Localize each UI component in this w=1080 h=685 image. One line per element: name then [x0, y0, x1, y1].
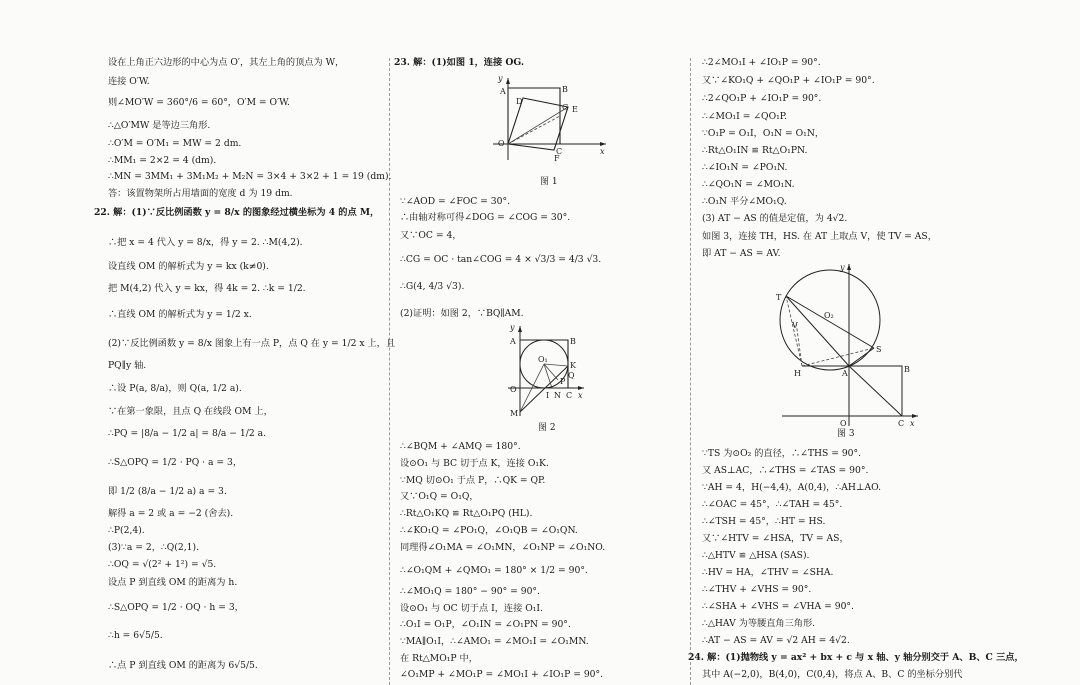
text-line: 把 M(4,2) 代入 y = kx，得 4k = 2. ∴k = 1/2.	[108, 283, 306, 294]
svg-text:C: C	[566, 391, 573, 400]
text-line: ∴P(2,4).	[108, 525, 145, 536]
svg-text:B: B	[904, 365, 910, 374]
text-line: ∴MM₁ = 2×2 = 4 (dm).	[108, 155, 217, 166]
text-line: ∴Rt△O₁KQ ≌ Rt△O₁PQ (HL).	[400, 508, 533, 519]
svg-text:O₂: O₂	[824, 311, 834, 320]
text-line: ∴OQ = √(2² + 1²) = √5.	[108, 559, 217, 570]
text-line: 设⊙O₁ 与 BC 切于点 K，连接 O₁K.	[400, 458, 549, 469]
svg-text:Q: Q	[568, 371, 575, 380]
figure-1-diagram	[488, 72, 610, 162]
svg-text:T: T	[776, 293, 782, 302]
text-line: ∴∠OAC = 45°，∴∠TAH = 45°.	[702, 499, 843, 510]
text-line: 设直线 OM 的解析式为 y = kx (k≠0).	[108, 261, 269, 272]
text-line: ∵TS 为⊙O₂ 的直径，∴∠THS = 90°.	[702, 448, 862, 459]
column-left	[94, 0, 396, 685]
text-line: ∴O′M = O′M₁ = MW = 2 dm.	[108, 138, 242, 149]
text-line: 连接 O′W.	[108, 76, 150, 87]
text-line: ∴O₁I = O₁P，∠O₁IN = ∠O₁PN = 90°.	[400, 619, 571, 630]
svg-text:K: K	[570, 361, 576, 370]
svg-text:y: y	[510, 323, 515, 332]
text-line: ∴∠O₁QM + ∠QMO₁ = 180° × 1/2 = 90°.	[400, 565, 588, 576]
text-line: ∴∠BQM + ∠AMQ = 180°.	[400, 441, 521, 452]
figure-2-diagram	[506, 322, 586, 420]
svg-text:N: N	[554, 391, 561, 400]
text-line: 答：该置物架所占用墙面的宽度 d 为 19 dm.	[108, 188, 293, 199]
text-line: ∴△HAV 为等腰直角三角形.	[702, 618, 816, 629]
text-line: ∴点 P 到直线 OM 的距离为 6√5/5.	[108, 660, 258, 671]
svg-text:x: x	[910, 419, 915, 428]
text-line: ∴2∠MO₁I + ∠IO₁P = 90°.	[702, 57, 821, 68]
text-line: 其中 A(−2,0)，B(4,0)，C(0,4)，将点 A、B、C 的坐标分别代	[702, 669, 963, 680]
text-line: ∴PQ = |8/a − 1/2 a| = 8/a − 1/2 a.	[108, 428, 267, 439]
svg-text:O: O	[510, 385, 517, 394]
text-line: ∴由轴对称可得∠DOG = ∠COG = 30°.	[400, 212, 571, 223]
text-line: 则∠MO′W = 360°/6 = 60°，O′M = O′W.	[108, 97, 290, 108]
text-line: ∴△O′MW 是等边三角形.	[108, 120, 211, 131]
text-line: ∴Rt△O₁IN ≌ Rt△O₁PN.	[702, 145, 808, 156]
svg-text:C: C	[556, 147, 563, 156]
svg-text:P: P	[560, 377, 566, 386]
text-line: ∵在第一象限，且点 Q 在线段 OM 上，	[108, 406, 273, 417]
text-line: ∴直线 OM 的解析式为 y = 1/2 x.	[108, 309, 252, 320]
svg-text:I: I	[546, 391, 550, 400]
svg-text:S: S	[876, 345, 882, 354]
text-line: ∴h = 6√5/5.	[108, 630, 163, 641]
text-line: ∠O₁MP + ∠MO₁P = ∠MO₁I + ∠IO₁P = 90°.	[400, 669, 604, 680]
text-line: 如图 3，连接 TH，HS. 在 AT 上取点 V，使 TV = AS，	[702, 231, 937, 242]
question-22-heading: 22. 解：(1)∵反比例函数 y = 8/x 的图象经过横坐标为 4 的点 M，	[94, 207, 380, 218]
text-line: ∴设 P(a, 8/a)，则 Q(a, 1/2 a).	[108, 383, 242, 394]
text-line: 又 AS⊥AC，∴∠THS = ∠TAS = 90°.	[702, 465, 869, 476]
text-line: ∴S△OPQ = 1/2 · OQ · h = 3，	[108, 602, 244, 613]
column-divider-1	[389, 58, 390, 685]
svg-text:D: D	[516, 97, 523, 106]
text-line: 又∵∠KO₁Q + ∠QO₁P + ∠IO₁P = 90°.	[702, 75, 875, 86]
svg-text:C: C	[898, 419, 905, 428]
text-line: (2)证明：如图 2，∵BQ∥AM.	[400, 308, 524, 319]
text-line: ∴∠TSH = 45°，∴HT = HS.	[702, 516, 826, 527]
text-line: ∴HV = HA，∠THV = ∠SHA.	[702, 567, 834, 578]
text-line: ∴∠KO₁Q = ∠PO₁Q，∠O₁QB = ∠O₁QN.	[400, 525, 578, 536]
text-line: 又∵∠HTV = ∠HSA，TV = AS，	[702, 533, 849, 544]
svg-text:A: A	[510, 337, 516, 346]
svg-text:O: O	[498, 139, 505, 148]
text-line: ∴∠MO₁Q = 180° − 90° = 90°.	[400, 586, 540, 597]
text-line: ∴CG = OC · tan∠COG = 4 × √3/3 = 4/3 √3.	[400, 254, 602, 265]
svg-text:M: M	[510, 409, 519, 418]
text-line: ∴∠MO₁I = ∠QO₁P.	[702, 111, 788, 122]
text-line: (3)∵a = 2，∴Q(2,1).	[108, 542, 199, 553]
text-line: 在 Rt△MO₁P 中，	[400, 653, 478, 664]
figure-3-diagram	[772, 260, 922, 428]
text-line: 即 AT − AS = AV.	[702, 248, 781, 259]
column-middle	[394, 0, 685, 685]
question-24-heading: 24. 解：(1)抛物线 y = ax² + bx + c 与 x 轴、y 轴分别交于 A、B、C 三点，	[688, 652, 1024, 663]
text-line: ∴∠THV + ∠VHS = 90°.	[702, 584, 812, 595]
text-line: ∴2∠QO₁P + ∠IO₁P = 90°.	[702, 93, 822, 104]
svg-text:V: V	[792, 321, 798, 330]
text-line: 设⊙O₁ 与 OC 切于点 I，连接 O₁I.	[400, 603, 543, 614]
text-line: (2)∵反比例函数 y = 8/x 图象上有一点 P，点 Q 在 y = 1/2 x 上，且	[108, 338, 396, 349]
svg-text:y: y	[498, 74, 503, 83]
text-line: ∴G(4, 4/3 √3).	[400, 281, 465, 292]
text-line: ∴S△OPQ = 1/2 · PQ · a = 3，	[108, 457, 243, 468]
text-line: ∵MA∥O₁I，∴∠AMO₁ = ∠MO₁I = ∠O₁MN.	[400, 636, 589, 647]
svg-text:F: F	[554, 154, 560, 162]
svg-text:O₁: O₁	[538, 355, 548, 364]
text-line: ∴AT − AS = AV = √2 AH = 4√2.	[702, 635, 850, 646]
text-line: 同理得∠O₁MA = ∠O₁MN，∠O₁NP = ∠O₁NO.	[400, 542, 606, 553]
text-line: ∴∠IO₁N = ∠PO₁N.	[702, 162, 788, 173]
text-line: 又∵OC = 4，	[400, 230, 462, 241]
text-line: 即 1/2 (8/a − 1/2 a) a = 3.	[108, 486, 227, 497]
text-line: ∵MQ 切⊙O₁ 于点 P，∴QK = QP.	[400, 475, 546, 486]
text-line: ∴△HTV ≌ △HSA (SAS).	[702, 550, 810, 561]
svg-text:A: A	[500, 87, 506, 96]
svg-text:B: B	[562, 85, 568, 94]
text-line: PQ∥y 轴.	[108, 360, 147, 371]
svg-text:G: G	[562, 103, 569, 112]
figure-1-caption: 图 1	[540, 177, 558, 187]
text-line: 解得 a = 2 或 a = −2 (舍去).	[108, 508, 234, 519]
text-line: ∴MN = 3MM₁ + 3M₁M₂ + M₂N = 3×4 + 3×2 + 1 = 19 (dm).	[108, 171, 392, 182]
text-line: ∵O₁P = O₁I，O₁N = O₁N，	[702, 128, 825, 139]
text-line: ∵AH = 4，H(−4,4)，A(0,4)，∴AH⊥AO.	[702, 482, 882, 493]
column-right	[688, 0, 1024, 685]
column-divider-2	[690, 58, 691, 685]
svg-text:B: B	[570, 337, 576, 346]
text-line: 设在上角正六边形的中心为点 O′，其左上角的顶点为 W，	[108, 57, 345, 68]
text-line: ∴把 x = 4 代入 y = 8/x，得 y = 2. ∴M(4,2).	[108, 237, 303, 248]
question-23-heading: 23. 解：(1)如图 1，连接 OG.	[394, 57, 525, 68]
text-line: ∴∠SHA + ∠VHS = ∠VHA = 90°.	[702, 601, 854, 612]
svg-text:x: x	[600, 147, 605, 156]
svg-text:H: H	[794, 369, 801, 378]
text-line: ∴∠QO₁N = ∠MO₁N.	[702, 179, 795, 190]
svg-text:y: y	[840, 263, 845, 272]
text-line: ∵∠AOD = ∠FOC = 30°.	[400, 196, 510, 207]
figure-3-caption: 图 3	[837, 429, 855, 439]
svg-text:O: O	[840, 419, 847, 428]
text-line: 又∵O₁Q = O₁Q，	[400, 491, 479, 502]
figure-2-caption: 图 2	[538, 423, 556, 433]
text-line: (3) AT − AS 的值是定值，为 4√2.	[702, 213, 848, 224]
svg-text:E: E	[572, 105, 578, 114]
svg-text:x: x	[578, 391, 583, 400]
text-line: 设点 P 到直线 OM 的距离为 h.	[108, 577, 238, 588]
text-line: ∴O₁N 平分∠MO₁Q.	[702, 196, 787, 207]
svg-text:A: A	[842, 369, 848, 378]
